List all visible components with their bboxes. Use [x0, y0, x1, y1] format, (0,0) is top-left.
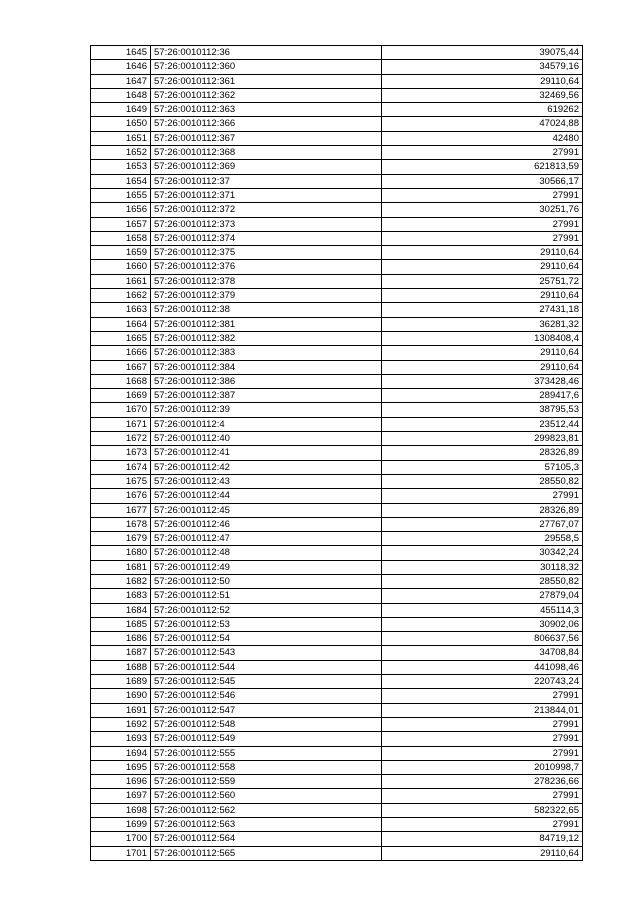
value-cell: 30118,32 [382, 560, 583, 574]
value-cell: 27991 [382, 231, 583, 245]
row-number-cell: 1696 [91, 775, 151, 789]
value-cell: 373428,46 [382, 374, 583, 388]
row-number-cell: 1670 [91, 403, 151, 417]
table-body [91, 46, 583, 861]
table-row [91, 532, 583, 546]
value-cell: 619262 [382, 103, 583, 117]
row-number-cell: 1652 [91, 146, 151, 160]
value-cell: 27991 [382, 146, 583, 160]
row-number-cell: 1672 [91, 432, 151, 446]
row-number-cell: 1648 [91, 88, 151, 102]
cadastral-number-cell: 57:26:0010112:560 [151, 789, 382, 803]
value-cell: 27991 [382, 217, 583, 231]
row-number-cell: 1691 [91, 703, 151, 717]
table-row [91, 360, 583, 374]
row-number-cell: 1658 [91, 231, 151, 245]
table-row [91, 746, 583, 760]
cadastral-number-cell: 57:26:0010112:362 [151, 88, 382, 102]
row-number-cell: 1662 [91, 289, 151, 303]
value-cell: 30342,24 [382, 546, 583, 560]
value-cell: 39075,44 [382, 46, 583, 60]
value-cell: 23512,44 [382, 417, 583, 431]
table-row [91, 331, 583, 345]
row-number-cell: 1666 [91, 346, 151, 360]
cadastral-number-cell: 57:26:0010112:559 [151, 775, 382, 789]
row-number-cell: 1689 [91, 675, 151, 689]
cadastral-number-cell: 57:26:0010112:43 [151, 474, 382, 488]
cadastral-number-cell: 57:26:0010112:361 [151, 74, 382, 88]
table-row [91, 818, 583, 832]
cadastral-number-cell: 57:26:0010112:558 [151, 760, 382, 774]
table-row [91, 703, 583, 717]
row-number-cell: 1699 [91, 818, 151, 832]
value-cell: 57105,3 [382, 460, 583, 474]
row-number-cell: 1669 [91, 389, 151, 403]
row-number-cell: 1673 [91, 446, 151, 460]
row-number-cell: 1660 [91, 260, 151, 274]
value-cell: 220743,24 [382, 675, 583, 689]
cadastral-number-cell: 57:26:0010112:373 [151, 217, 382, 231]
row-number-cell: 1663 [91, 303, 151, 317]
table-row [91, 474, 583, 488]
value-cell: 47024,88 [382, 117, 583, 131]
value-cell: 1308408,4 [382, 331, 583, 345]
cadastral-number-cell: 57:26:0010112:563 [151, 818, 382, 832]
row-number-cell: 1647 [91, 74, 151, 88]
value-cell: 289417,6 [382, 389, 583, 403]
cadastral-number-cell: 57:26:0010112:555 [151, 746, 382, 760]
value-cell: 38795,53 [382, 403, 583, 417]
table-row [91, 717, 583, 731]
table-row [91, 274, 583, 288]
value-cell: 27991 [382, 789, 583, 803]
value-cell: 34708,84 [382, 646, 583, 660]
row-number-cell: 1656 [91, 203, 151, 217]
row-number-cell: 1677 [91, 503, 151, 517]
value-cell: 2010998,7 [382, 760, 583, 774]
value-cell: 299823,81 [382, 432, 583, 446]
row-number-cell: 1653 [91, 160, 151, 174]
value-cell: 30251,76 [382, 203, 583, 217]
value-cell: 27431,18 [382, 303, 583, 317]
value-cell: 25751,72 [382, 274, 583, 288]
table-row [91, 117, 583, 131]
row-number-cell: 1694 [91, 746, 151, 760]
row-number-cell: 1668 [91, 374, 151, 388]
table-row [91, 203, 583, 217]
value-cell: 621813,59 [382, 160, 583, 174]
table-row [91, 803, 583, 817]
value-cell: 27991 [382, 717, 583, 731]
table-row [91, 188, 583, 202]
row-number-cell: 1678 [91, 517, 151, 531]
cadastral-number-cell: 57:26:0010112:369 [151, 160, 382, 174]
value-cell: 278236,66 [382, 775, 583, 789]
cadastral-number-cell: 57:26:0010112:47 [151, 532, 382, 546]
row-number-cell: 1667 [91, 360, 151, 374]
row-number-cell: 1650 [91, 117, 151, 131]
row-number-cell: 1649 [91, 103, 151, 117]
cadastral-number-cell: 57:26:0010112:382 [151, 331, 382, 345]
row-number-cell: 1675 [91, 474, 151, 488]
row-number-cell: 1698 [91, 803, 151, 817]
value-cell: 441098,46 [382, 660, 583, 674]
row-number-cell: 1695 [91, 760, 151, 774]
cadastral-number-cell: 57:26:0010112:54 [151, 632, 382, 646]
cadastral-number-cell: 57:26:0010112:42 [151, 460, 382, 474]
row-number-cell: 1700 [91, 832, 151, 846]
table-row [91, 417, 583, 431]
table-row [91, 675, 583, 689]
row-number-cell: 1681 [91, 560, 151, 574]
value-cell: 29110,64 [382, 360, 583, 374]
value-cell: 29110,64 [382, 289, 583, 303]
cadastral-number-cell: 57:26:0010112:379 [151, 289, 382, 303]
row-number-cell: 1688 [91, 660, 151, 674]
table-row [91, 460, 583, 474]
row-number-cell: 1657 [91, 217, 151, 231]
table-row [91, 689, 583, 703]
value-cell: 455114,3 [382, 603, 583, 617]
cadastral-number-cell: 57:26:0010112:543 [151, 646, 382, 660]
row-number-cell: 1676 [91, 489, 151, 503]
table-row [91, 574, 583, 588]
cadastral-number-cell: 57:26:0010112:49 [151, 560, 382, 574]
row-number-cell: 1661 [91, 274, 151, 288]
cadastral-number-cell: 57:26:0010112:48 [151, 546, 382, 560]
table-row [91, 289, 583, 303]
value-cell: 30902,06 [382, 617, 583, 631]
cadastral-number-cell: 57:26:0010112:371 [151, 188, 382, 202]
table-row [91, 374, 583, 388]
cadastral-number-cell: 57:26:0010112:363 [151, 103, 382, 117]
cadastral-number-cell: 57:26:0010112:40 [151, 432, 382, 446]
table-row [91, 632, 583, 646]
table-row [91, 432, 583, 446]
value-cell: 27991 [382, 489, 583, 503]
table-row [91, 60, 583, 74]
table-row [91, 160, 583, 174]
value-cell: 29110,64 [382, 74, 583, 88]
cadastral-number-cell: 57:26:0010112:4 [151, 417, 382, 431]
cadastral-number-cell: 57:26:0010112:564 [151, 832, 382, 846]
cadastral-number-cell: 57:26:0010112:549 [151, 732, 382, 746]
cadastral-number-cell: 57:26:0010112:44 [151, 489, 382, 503]
value-cell: 36281,32 [382, 317, 583, 331]
row-number-cell: 1684 [91, 603, 151, 617]
cadastral-number-cell: 57:26:0010112:37 [151, 174, 382, 188]
table-row [91, 317, 583, 331]
table-row [91, 389, 583, 403]
value-cell: 27991 [382, 746, 583, 760]
cadastral-number-cell: 57:26:0010112:45 [151, 503, 382, 517]
row-number-cell: 1659 [91, 246, 151, 260]
table-row [91, 732, 583, 746]
table-row [91, 231, 583, 245]
row-number-cell: 1674 [91, 460, 151, 474]
table-row [91, 646, 583, 660]
cadastral-number-cell: 57:26:0010112:46 [151, 517, 382, 531]
value-cell: 84719,12 [382, 832, 583, 846]
cadastral-number-cell: 57:26:0010112:360 [151, 60, 382, 74]
cadastral-number-cell: 57:26:0010112:546 [151, 689, 382, 703]
table-row [91, 260, 583, 274]
table-row [91, 775, 583, 789]
table-row [91, 103, 583, 117]
cadastral-number-cell: 57:26:0010112:384 [151, 360, 382, 374]
row-number-cell: 1665 [91, 331, 151, 345]
row-number-cell: 1690 [91, 689, 151, 703]
cadastral-number-cell: 57:26:0010112:366 [151, 117, 382, 131]
table-row [91, 146, 583, 160]
table-row [91, 74, 583, 88]
table-row [91, 589, 583, 603]
table-row [91, 846, 583, 860]
cadastral-number-cell: 57:26:0010112:41 [151, 446, 382, 460]
value-cell: 34579,16 [382, 60, 583, 74]
row-number-cell: 1693 [91, 732, 151, 746]
table-row [91, 446, 583, 460]
row-number-cell: 1683 [91, 589, 151, 603]
cadastral-number-cell: 57:26:0010112:548 [151, 717, 382, 731]
row-number-cell: 1664 [91, 317, 151, 331]
row-number-cell: 1685 [91, 617, 151, 631]
table-row [91, 546, 583, 560]
cadastral-number-cell: 57:26:0010112:562 [151, 803, 382, 817]
row-number-cell: 1645 [91, 46, 151, 60]
value-cell: 28326,89 [382, 446, 583, 460]
table-row [91, 489, 583, 503]
cadastral-number-cell: 57:26:0010112:53 [151, 617, 382, 631]
table-row [91, 174, 583, 188]
table-row [91, 403, 583, 417]
table-row [91, 760, 583, 774]
cadastral-number-cell: 57:26:0010112:376 [151, 260, 382, 274]
value-cell: 29110,64 [382, 246, 583, 260]
table-row [91, 560, 583, 574]
row-number-cell: 1692 [91, 717, 151, 731]
value-cell: 30566,17 [382, 174, 583, 188]
table-row [91, 46, 583, 60]
cadastral-number-cell: 57:26:0010112:387 [151, 389, 382, 403]
value-cell: 27767,07 [382, 517, 583, 531]
value-cell: 27991 [382, 188, 583, 202]
value-cell: 806637,56 [382, 632, 583, 646]
cadastral-number-cell: 57:26:0010112:39 [151, 403, 382, 417]
value-cell: 27991 [382, 818, 583, 832]
row-number-cell: 1655 [91, 188, 151, 202]
cadastral-number-cell: 57:26:0010112:386 [151, 374, 382, 388]
cadastral-number-cell: 57:26:0010112:375 [151, 246, 382, 260]
table-row [91, 617, 583, 631]
table-row [91, 789, 583, 803]
value-cell: 582322,65 [382, 803, 583, 817]
value-cell: 28550,82 [382, 574, 583, 588]
value-cell: 42480 [382, 131, 583, 145]
value-cell: 29558,5 [382, 532, 583, 546]
cadastral-number-cell: 57:26:0010112:38 [151, 303, 382, 317]
row-number-cell: 1646 [91, 60, 151, 74]
cadastral-number-cell: 57:26:0010112:374 [151, 231, 382, 245]
cadastral-number-cell: 57:26:0010112:378 [151, 274, 382, 288]
row-number-cell: 1671 [91, 417, 151, 431]
table-row [91, 88, 583, 102]
row-number-cell: 1697 [91, 789, 151, 803]
row-number-cell: 1701 [91, 846, 151, 860]
value-cell: 213844,01 [382, 703, 583, 717]
row-number-cell: 1686 [91, 632, 151, 646]
table-row [91, 131, 583, 145]
value-cell: 29110,64 [382, 846, 583, 860]
table-row [91, 246, 583, 260]
row-number-cell: 1679 [91, 532, 151, 546]
table-row [91, 517, 583, 531]
table-row [91, 832, 583, 846]
cadastral-number-cell: 57:26:0010112:544 [151, 660, 382, 674]
cadastral-number-cell: 57:26:0010112:383 [151, 346, 382, 360]
value-cell: 28326,89 [382, 503, 583, 517]
cadastral-number-cell: 57:26:0010112:547 [151, 703, 382, 717]
cadastral-number-cell: 57:26:0010112:368 [151, 146, 382, 160]
table-row [91, 660, 583, 674]
row-number-cell: 1654 [91, 174, 151, 188]
value-cell: 29110,64 [382, 346, 583, 360]
value-cell: 32469,56 [382, 88, 583, 102]
row-number-cell: 1687 [91, 646, 151, 660]
value-cell: 27879,04 [382, 589, 583, 603]
cadastral-number-cell: 57:26:0010112:381 [151, 317, 382, 331]
table-row [91, 217, 583, 231]
value-cell: 27991 [382, 689, 583, 703]
cadastral-number-cell: 57:26:0010112:50 [151, 574, 382, 588]
cadastral-value-table [90, 45, 583, 861]
row-number-cell: 1651 [91, 131, 151, 145]
cadastral-number-cell: 57:26:0010112:372 [151, 203, 382, 217]
value-cell: 27991 [382, 732, 583, 746]
cadastral-number-cell: 57:26:0010112:36 [151, 46, 382, 60]
cadastral-number-cell: 57:26:0010112:52 [151, 603, 382, 617]
cadastral-number-cell: 57:26:0010112:367 [151, 131, 382, 145]
table-row [91, 303, 583, 317]
table-row [91, 346, 583, 360]
row-number-cell: 1682 [91, 574, 151, 588]
value-cell: 29110,64 [382, 260, 583, 274]
table-row [91, 503, 583, 517]
table-row [91, 603, 583, 617]
cadastral-number-cell: 57:26:0010112:545 [151, 675, 382, 689]
cadastral-number-cell: 57:26:0010112:51 [151, 589, 382, 603]
value-cell: 28550,82 [382, 474, 583, 488]
cadastral-number-cell: 57:26:0010112:565 [151, 846, 382, 860]
row-number-cell: 1680 [91, 546, 151, 560]
